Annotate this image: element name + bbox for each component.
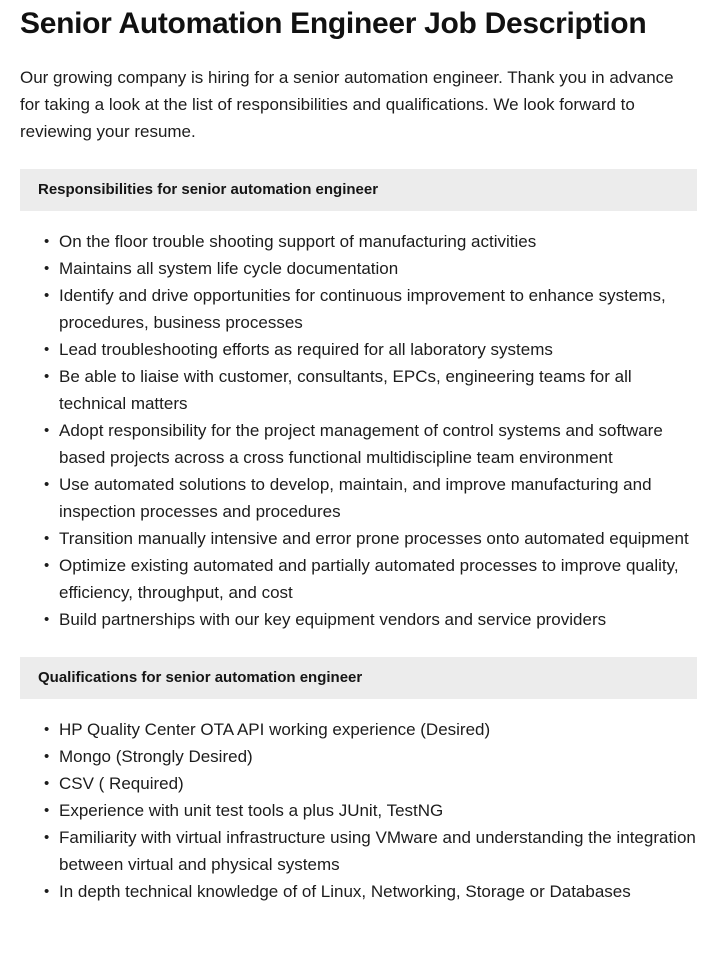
qualifications-heading: Qualifications for senior automation engineer — [38, 669, 363, 686]
list-item: • Mongo (Strongly Desired) — [44, 743, 698, 770]
list-item: • Transition manually intensive and error prone processes onto automated equipment — [44, 525, 698, 552]
list-item: • Experience with unit test tools a plus JUnit, TestNG — [44, 797, 698, 824]
qualifications-section — [0, 657, 720, 905]
list-item: • HP Quality Center OTA API working experience (Desired) — [44, 716, 698, 743]
list-item: • Identify and drive opportunities for continuous improvement to enhance systems, procedures, business processes — [44, 282, 698, 336]
list-item: • Familiarity with virtual infrastructure using VMware and understanding the integration between virtual and physical systems — [44, 824, 698, 878]
list-item: • Adopt responsibility for the project management of control systems and software based projects across a cross functional multidiscipline team environment — [44, 417, 698, 471]
list-item: • Optimize existing automated and partially automated processes to improve quality, efficiency, throughput, and cost — [44, 552, 698, 606]
list-item: • Use automated solutions to develop, maintain, and improve manufacturing and inspection processes and procedures — [44, 471, 698, 525]
responsibilities-section-header — [20, 169, 697, 211]
list-item: • On the floor trouble shooting support of manufacturing activities — [44, 228, 698, 255]
list-item: • In depth technical knowledge of of Linux, Networking, Storage or Databases — [44, 878, 698, 905]
list-item: • CSV ( Required) — [44, 770, 698, 797]
page-title: Senior Automation Engineer Job Description — [20, 7, 647, 40]
qualifications-section-header — [20, 657, 697, 699]
list-item: • Build partnerships with our key equipment vendors and service providers — [44, 606, 698, 633]
responsibilities-heading: Responsibilities for senior automation engineer — [38, 181, 379, 198]
list-item: • Maintains all system life cycle documentation — [44, 255, 698, 282]
intro-paragraph: Our growing company is hiring for a senior automation engineer. Thank you in advance for taking a look at the list of responsibilities and qualifications. We look forward to reviewing your resume. — [20, 68, 674, 141]
qualifications-list — [0, 699, 720, 905]
list-item: • Be able to liaise with customer, consultants, EPCs, engineering teams for all technical matters — [44, 363, 698, 417]
list-item: • Lead troubleshooting efforts as required for all laboratory systems — [44, 336, 698, 363]
responsibilities-list — [0, 211, 720, 633]
responsibilities-section — [0, 169, 720, 633]
